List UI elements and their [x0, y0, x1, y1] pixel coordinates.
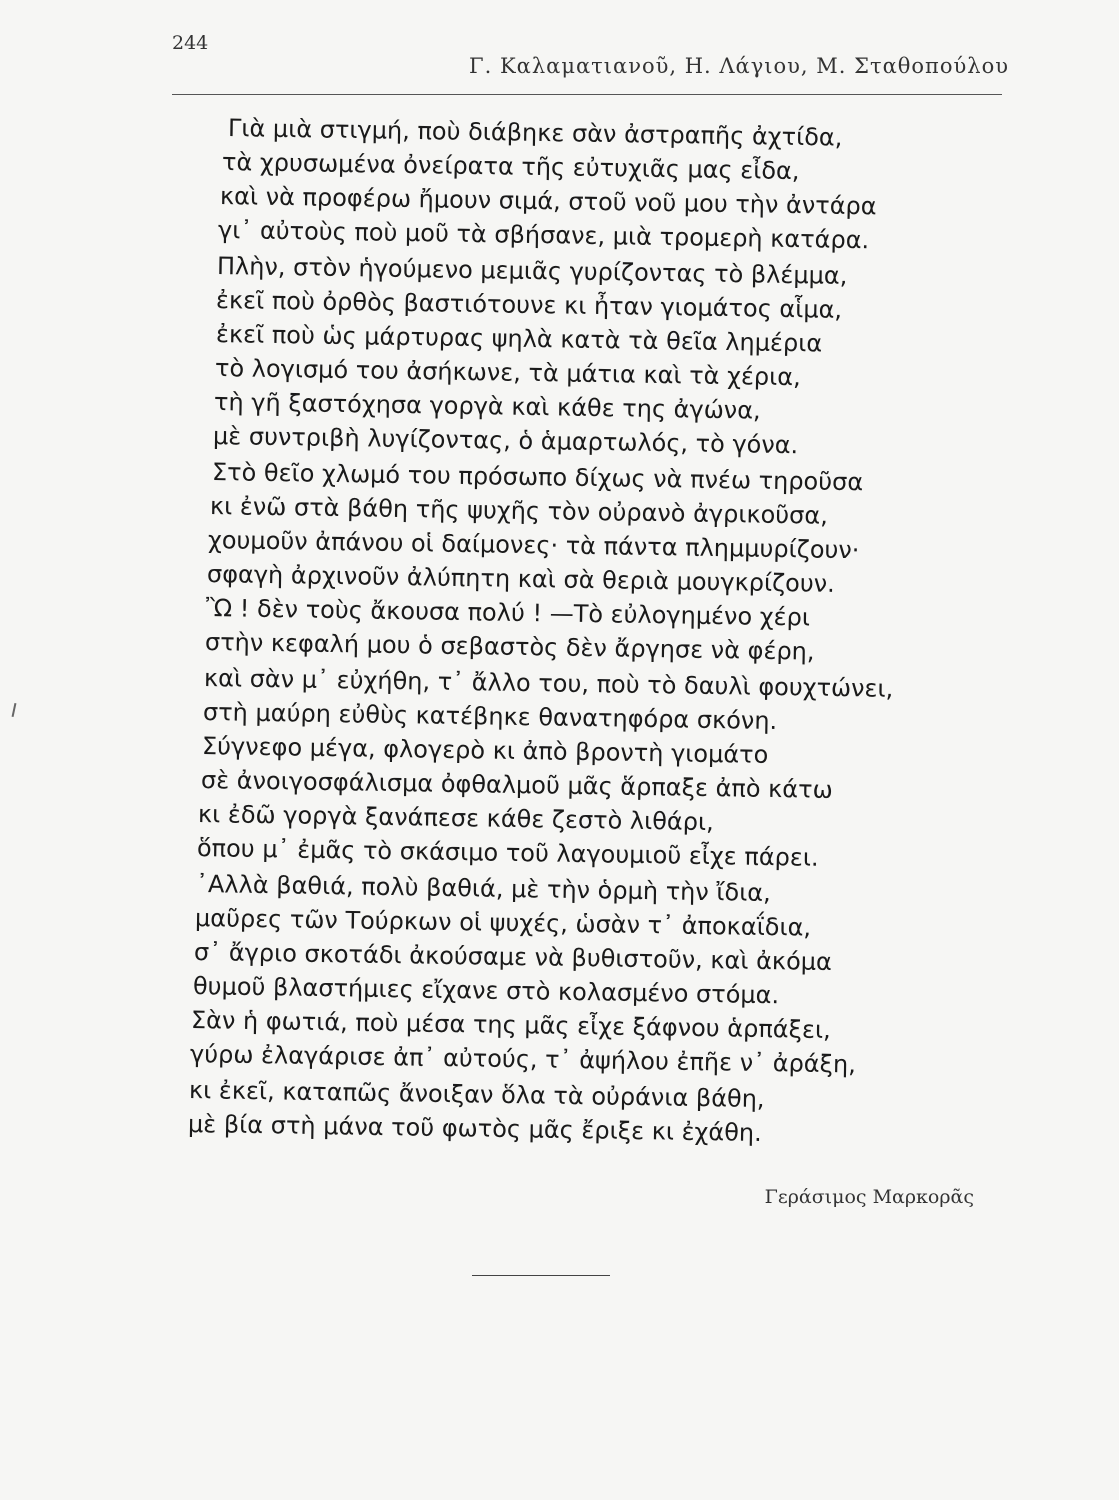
poem-line: Σὰν ἡ φωτιά, ποὺ μέσα της μᾶς εἶχε ξάφνου ἁρπάξει,: [190, 1006, 831, 1045]
poem-line: σφαγὴ ἀρχινοῦν ἀλύπητη καὶ σὰ θεριὰ μουγκρίζουν.: [206, 560, 836, 598]
poem-line: μὲ συντριβὴ λυγίζοντας, ὁ ἁμαρτωλός, τὸ γόνα.: [212, 422, 799, 460]
poem-line: καὶ σὰν μ᾽ εὐχήθη, τ᾽ ἄλλο του, ποὺ τὸ δαυλὶ φουχτώνει,: [203, 664, 894, 703]
poem-line: στὴν κεφαλή μου ὁ σεβαστὸς δὲν ἄργησε νὰ φέρη,: [204, 628, 815, 666]
poem-line: χουμοῦν ἀπάνου οἱ δαίμονες· τὰ πάντα πλημμυρίζουν·: [207, 526, 860, 565]
poem-line: ἐκεῖ ποὺ ὡς μάρτυρας ψηλὰ κατὰ τὰ θεῖα λημέρια: [215, 320, 823, 358]
poem-line: γι᾽ αὐτοὺς ποὺ μοῦ τὰ σβήσανε, μιὰ τρομερὴ κατάρα.: [217, 216, 870, 255]
poem-line: τὸ λογισμό του ἀσήκωνε, τὰ μάτια καὶ τὰ χέρια,: [214, 354, 801, 392]
poem-line: μαῦρες τῶν Τούρκων οἱ ψυχές, ὡσὰν τ᾽ ἀποκαΐδια,: [194, 904, 812, 942]
poem-line: σ᾽ ἄγριο σκοτάδι ἀκούσαμε νὰ βυθιστοῦν, καὶ ἀκόμα: [193, 938, 833, 977]
poem-line: μὲ βία στὴ μάνα τοῦ φωτὸς μᾶς ἔριξε κι ἐχάθη.: [187, 1110, 762, 1148]
poem-line: στὴ μαύρη εὐθὺς κατέβηκε θανατηφόρα σκόνη.: [202, 698, 778, 736]
author-signature: Γεράσιμος Μαρκορᾶς: [764, 1186, 974, 1208]
poem-line: τὴ γῆ ξαστόχησα γοργὰ καὶ κάθε της ἀγώνα,: [213, 388, 761, 425]
end-rule: [472, 1275, 610, 1276]
poem-line: Στὸ θεῖο χλωμό του πρόσωπο δίχως νὰ πνέω τηροῦσα: [211, 458, 864, 497]
poem-line: ᾽Αλλὰ βαθιά, πολὺ βαθιά, μὲ τὴν ὁρμὴ τὴν ἴδια,: [195, 870, 771, 908]
poem-line: κι ἐδῶ γοργὰ ξανάπεσε κάθε ζεστὸ λιθάρι,: [197, 800, 714, 837]
poem-line: Ὢ ! δὲν τοὺς ἄκουσα πολύ ! —Τὸ εὐλογημένο χέρι: [205, 594, 811, 632]
poem-line: θυμοῦ βλαστήμιες εἴχανε στὸ κολασμένο στόμα.: [192, 972, 780, 1010]
poem-line: Γιὰ μιὰ στιγμή, ποὺ διάβηκε σὰν ἀστραπῆς ἀχτίδα,: [227, 114, 843, 152]
poem-line: κι ἐκεῖ, καταπῶς ἄνοιξαν ὅλα τὰ οὐράνια βάθη,: [188, 1076, 765, 1114]
poem-line: καὶ νὰ προφέρω ἤμουν σιμά, στοῦ νοῦ μου τὴν ἀντάρα: [219, 182, 877, 221]
page-number: 244: [172, 32, 209, 54]
running-header: Γ. Καλαματιανοῦ, Η. Λάγιου, Μ. Σταθοπούλου: [469, 54, 1009, 78]
poem-line: ἐκεῖ ποὺ ὀρθὸς βαστιότουνε κι ἦταν γιομάτος αἷμα,: [215, 286, 843, 324]
poem-line: ὅπου μ᾽ ἐμᾶς τὸ σκάσιμο τοῦ λαγουμιοῦ εἶχε πάρει.: [196, 834, 819, 872]
poem-line: τὰ χρυσωμένα ὀνείρατα τῆς εὐτυχιᾶς μας εἶδα,: [221, 148, 800, 186]
poem-line: σὲ ἀνοιγοσφάλισμα ὀφθαλμοῦ μᾶς ἅρπαξε ἀπὸ κάτω: [200, 766, 833, 804]
poem-line: Σύγνεφο μέγα, φλογερὸ κι ἀπὸ βροντὴ γιομάτο: [201, 732, 769, 769]
poem-line: γύρω ἐλαγάρισε ἀπ᾽ αὐτούς, τ᾽ ἀψήλου ἐπῆε ν᾽ ἀράξη,: [189, 1040, 857, 1079]
poem-line: Πλὴν, στὸν ἡγούμενο μεμιᾶς γυρίζοντας τὸ βλέμμα,: [216, 252, 848, 290]
poem-line: κι ἐνῶ στὰ βάθη τῆς ψυχῆς τὸν οὐρανὸ ἀγρικοῦσα,: [209, 492, 829, 530]
